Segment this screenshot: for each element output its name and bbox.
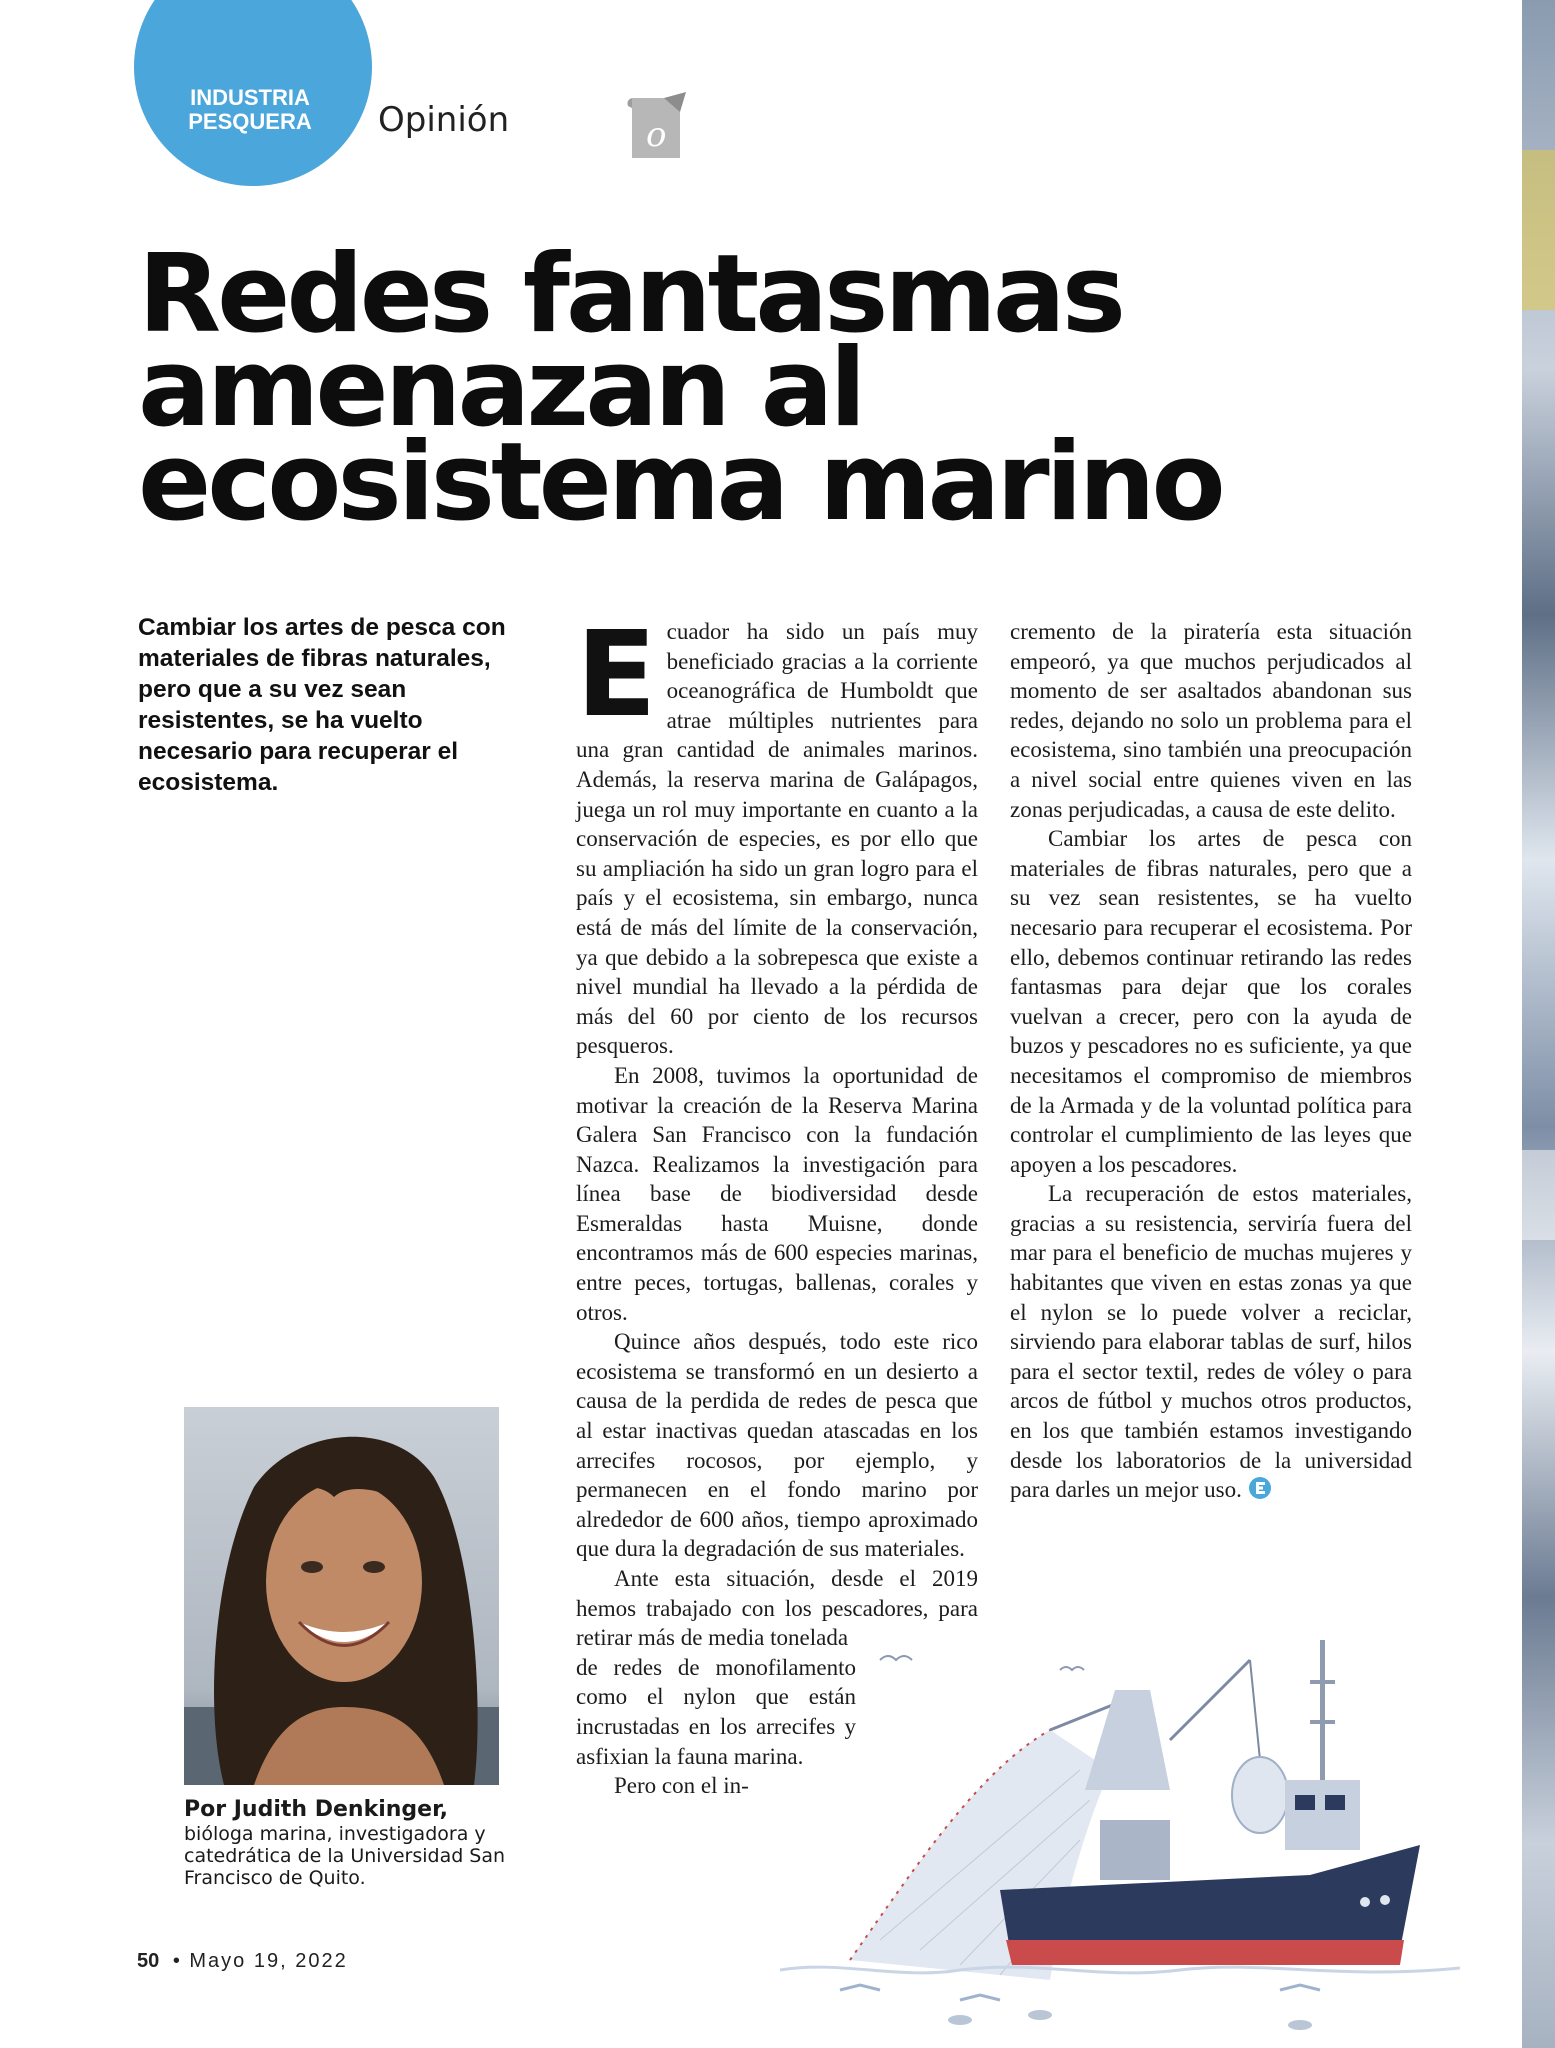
page-number: 50	[137, 1950, 160, 1972]
headline-line-1: Redes fantasmas	[138, 232, 1123, 357]
category-line-2: PESQUERA	[188, 109, 312, 134]
footer-bullet: •	[172, 1950, 182, 1972]
opinion-icon	[624, 92, 686, 164]
paragraph-3: Quince años después, todo este rico ecosistema se transformó en un desierto a causa de la perdida de redes de pesca que al estar inactivas quedan atascadas en los arrecifes rocosos, por ejemplo, y permanecen en el fondo marino por alrededor de 600 años, tiempo aproximado que dura la degradación de sus materiales.	[576, 1329, 978, 1562]
page-footer	[137, 1950, 348, 1973]
fishing-boat-illustration	[780, 1620, 1460, 2040]
category-line-1: INDUSTRIA	[190, 85, 310, 110]
paragraph-4-continued: de redes de monofilamento como el nylon que están incrustadas en los arrecifes y asfixian la fauna marina.	[576, 1654, 856, 1769]
headline-line-3: ecosistema marino	[138, 420, 1222, 545]
paragraph-7-text: La recuperación de estos materiales, gracias a su resistencia, serviría fuera del mar para el beneficio de muchas mujeres y habitantes que viven en estas zonas ya que el nylon se lo puede volver a reciclar, sirviendo para elaborar tablas de surf, hilos para el sector textil, redes de vóley o para arcos de fútbol y muchos otros productos, en los que también estamos investigando desde los laboratorios de la universidad para darles un mejor uso.	[1010, 1181, 1412, 1503]
body-column-2	[1010, 617, 1412, 1505]
adjacent-page-photo-strip	[1522, 0, 1555, 2048]
paragraph-5: Pero con el in-	[614, 1773, 749, 1799]
author-role: bióloga marina, investigadora y catedrática de la Universidad San Francisco de Quito.	[184, 1823, 506, 1889]
paragraph-4: Ante esta situación, desde el 2019 hemos trabajado con los pescadores, para retirar más de media tonelada	[576, 1566, 978, 1651]
standfirst: Cambiar los artes de pesca con materiales de fibras naturales, pero que a su vez sean resistentes, se ha vuelto necesario para recuperar el ecosistema.	[138, 614, 506, 796]
paragraph-6: Cambiar los artes de pesca con materiales de fibras naturales, pero que a su vez sean resistentes, se ha vuelto necesario para recuperar el ecosistema. Por ello, debemos continuar retirando las redes fantasmas para dejar que los corales vuelvan a crecer, pero con la ayuda de buzos y pescadores no es suficiente, ya que necesitamos el compromiso de miembros de la Armada y de la voluntad política para controlar el cumplimiento de las leyes que apoyen a los pescadores.	[1010, 826, 1412, 1177]
headline	[138, 232, 1338, 545]
category-badge-label	[186, 86, 314, 134]
end-mark-icon	[1248, 1476, 1272, 1500]
drop-cap: E	[576, 605, 657, 743]
issue-date: Mayo 19, 2022	[189, 1950, 348, 1972]
paragraph-7	[1010, 1179, 1412, 1505]
opinion-icon-letter: o	[646, 115, 667, 155]
author-byline	[184, 1797, 524, 1889]
paragraph-5-continued: cremento de la piratería esta situación empeoró, ya que muchos perjudicados al momento de ser asaltados abandonan sus redes, dejando no solo un problema para el ecosistema, sino también una preocupación a nivel social entre quienes viven en las zonas perjudicadas, a causa de este delito.	[1010, 619, 1412, 822]
paragraph-1-text: cuador ha sido un país muy beneficiado gracias a la corriente oceanográfica de Humboldt que atrae múltiples nutrientes para una gran cantidad de animales marinos. Además, la reserva marina de Galápagos, juega un rol muy importante en cuanto a la conservación de especies, es por ello que su ampliación ha sido un gran logro para el país y el ecosistema, sin embargo, nunca está de más del límite de la conservación, ya que debido a la sobrepesca que existe a nivel mundial ha llevado a la pérdida de más del 60 por ciento de los recursos pesqueros.	[576, 619, 978, 1059]
author-name: Por Judith Denkinger,	[184, 1797, 449, 1822]
paragraph-2: En 2008, tuvimos la oportunidad de motivar la creación de la Reserva Marina Galera San Francisco con la fundación Nazca. Realizamos la investigación para línea base de biodiversidad desde Esmeraldas hasta Muisne, donde encontramos más de 600 especies marinas, entre peces, tortugas, ballenas, corales y otros.	[576, 1062, 978, 1325]
section-label: Opinión	[378, 100, 510, 140]
paragraph-1	[576, 605, 978, 1061]
author-portrait	[184, 1407, 499, 1785]
headline-line-2: amenazan al	[138, 326, 863, 451]
